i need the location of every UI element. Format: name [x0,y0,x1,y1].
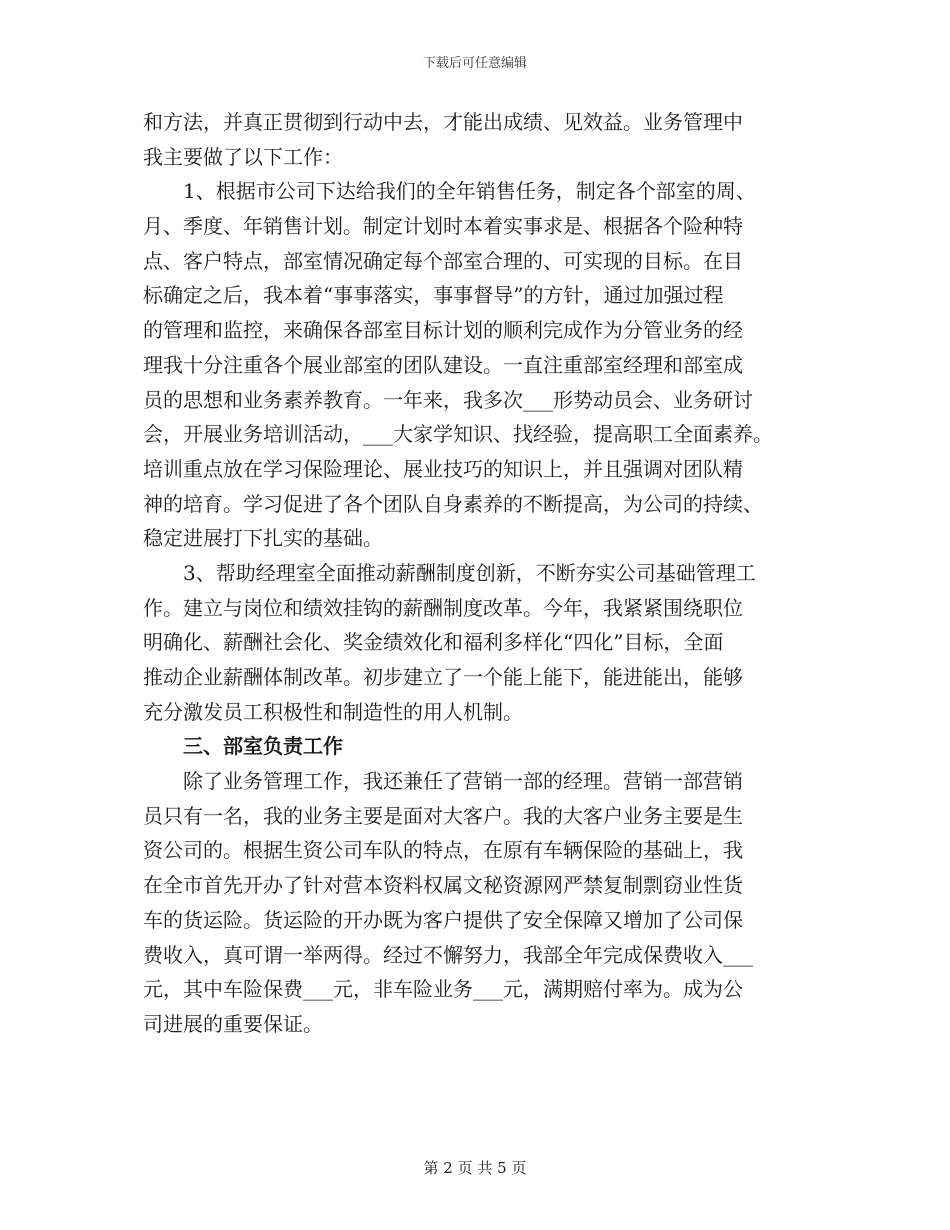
text-line: 点、客户特点，部室情况确定每个部室合理的、可实现的目标。在目 [143,248,743,273]
text-line: 元，其中车险保费___元，非车险业务___元，满期赔付率为。成为公 [143,977,743,1002]
text-line: 理我十分注重各个展业部室的团队建设。一直注重部室经理和部室成 [143,352,743,377]
text-line: 稳定进展打下扎实的基础。 [143,526,383,551]
text-line: 员只有一名，我的业务主要是面对大客户。我的大客户业务主要是生 [143,803,743,828]
document-body [143,105,823,1042]
text-line: 的管理和监控，来确保各部室目标计划的顺利完成作为分管业务的经 [143,318,743,343]
text-line: 神的培育。学习促进了各个团队自身素养的不断提高，为公司的持续、 [143,491,763,516]
text-line: 司进展的重要保证。 [143,1011,323,1036]
text-line: 标确定之后，我本着“事事落实，事事督导”的方针，通过加强过程 [143,283,724,308]
text-line: 资公司的。根据生资公司车队的特点，在原有车辆保险的基础上，我 [143,838,743,863]
text-line: 作。建立与岗位和绩效挂钩的薪酬制度改革。今年，我紧紧围绕职位 [143,595,743,620]
text-line: 会，开展业务培训活动，___大家学知识、找经验，提高职工全面素养。 [143,422,773,447]
text-line: 培训重点放在学习保险理论、展业技巧的知识上，并且强调对团队精 [143,456,743,481]
text-line: 我主要做了以下工作： [143,144,343,169]
text-line: 和方法，并真正贯彻到行动中去，才能出成绩、见效益。业务管理中 [143,110,743,134]
text-line: 3、帮助经理室全面推动薪酬制度创新，不断夯实公司基础管理工 [183,560,756,585]
page-header: 下载后可任意编辑 [422,56,527,71]
text-line: 充分激发员工积极性和制造性的用人机制。 [143,699,523,724]
text-line: 1、根据市公司下达给我们的全年销售任务，制定各个部室的周、 [183,179,756,204]
page-number-footer: 第 2 页 共 5 页 [423,1159,527,1177]
text-line: 月、季度、年销售计划。制定计划时本着实事求是、根据各个险种特 [143,214,743,239]
text-line: 在全市首先开办了针对营本资料权属文秘资源网严禁复制剽窃业性货 [143,873,743,898]
section-heading: 三、部室负责工作 [183,734,343,759]
text-line: 推动企业薪酬体制改革。初步建立了一个能上能下，能进能出，能够 [143,665,743,689]
text-line: 员的思想和业务素养教育。一年来，我多次___形势动员会、业务研讨 [143,387,753,412]
text-line: 车的货运险。货运险的开办既为客户提供了安全保障又增加了公司保 [143,907,743,932]
text-line: 明确化、薪酬社会化、奖金绩效化和福利多样化“四化”目标，全面 [143,630,724,655]
text-line: 除了业务管理工作，我还兼任了营销一部的经理。营销一部营销 [183,769,743,794]
text-line: 费收入，真可谓一举两得。经过不懈努力，我部全年完成保费收入___ [143,942,753,967]
